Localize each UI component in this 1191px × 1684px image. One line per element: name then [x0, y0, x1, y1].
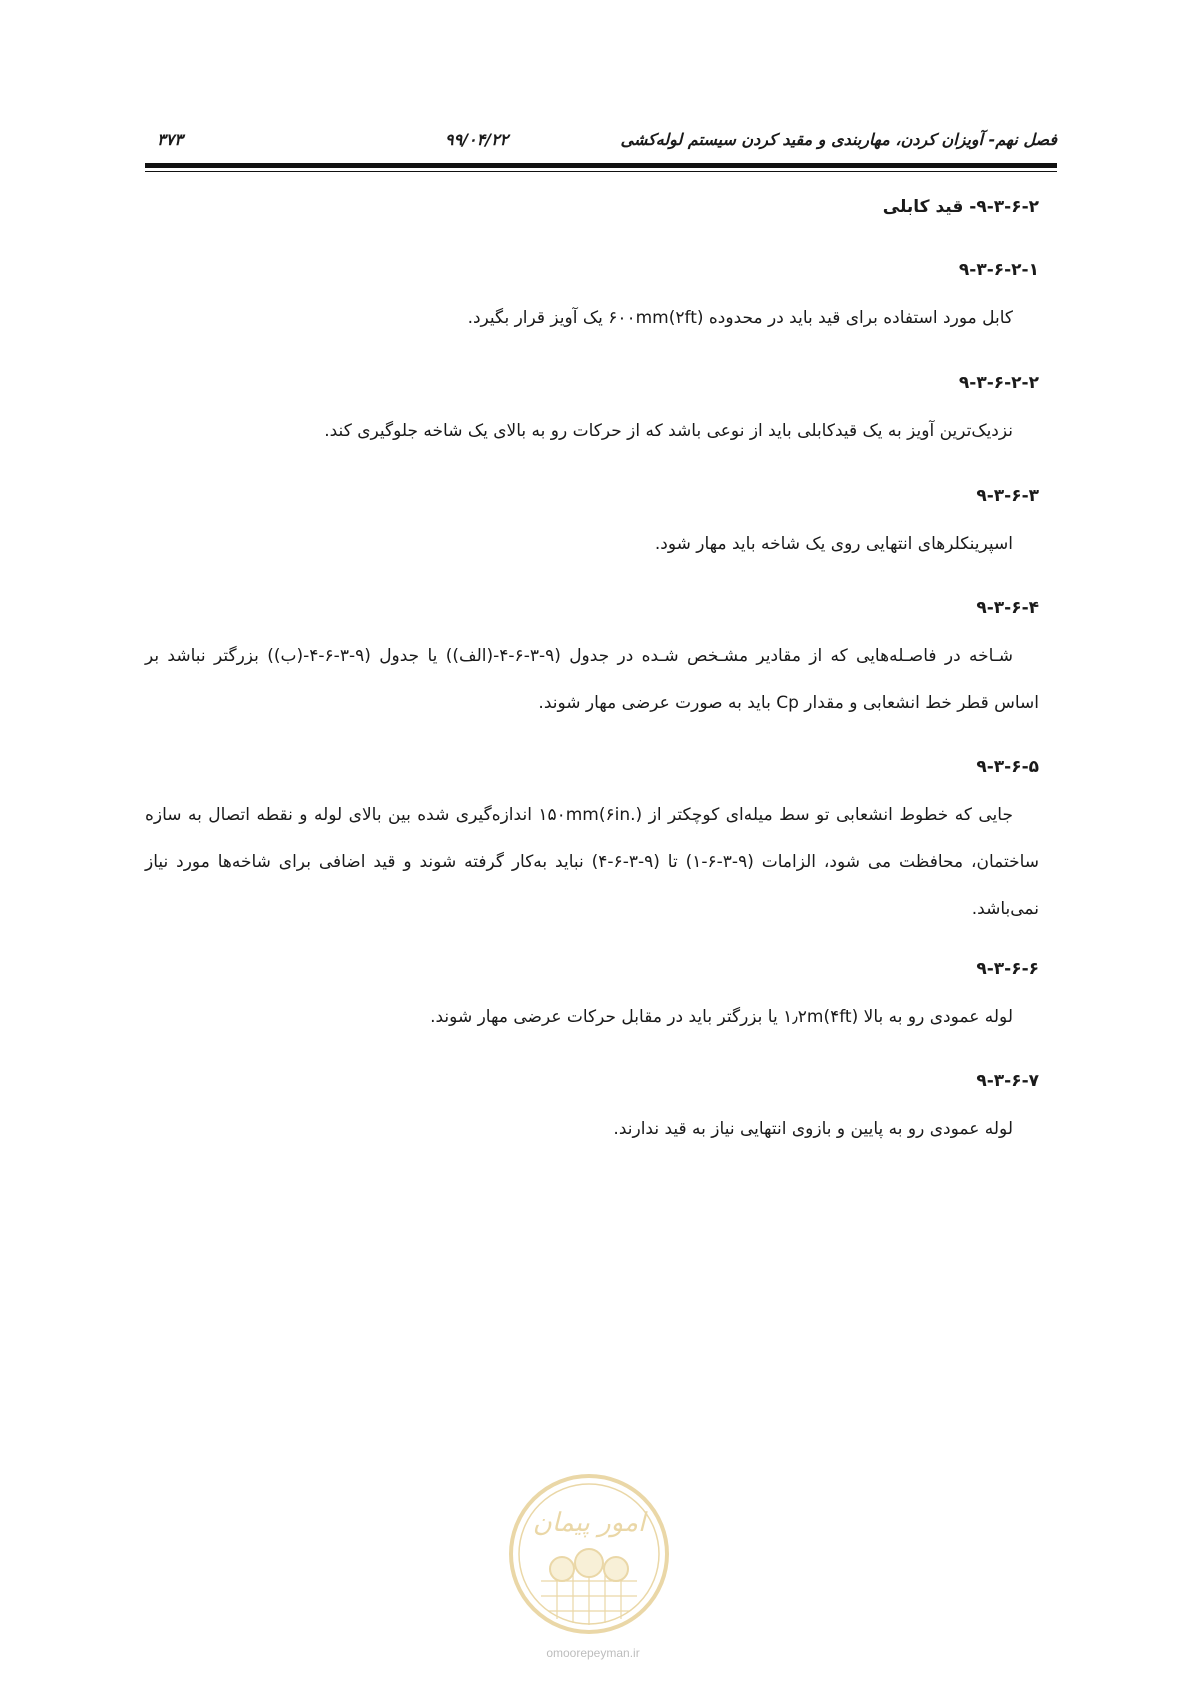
watermark-logo-text: امور پیمان [532, 1508, 646, 1538]
paragraph: نزدیک‌ترین آویز به یک قیدکابلی باید از نوعی باشد که از حرکات رو به بالای یک شاخه جلوگیری کند. [324, 421, 1013, 441]
chapter-title: فصل نهم- آویزان کردن، مهاربندی و مقید کردن سیستم لوله‌کشی [620, 130, 1057, 149]
paragraph: جایی که خطوط انشعابی تو سط میله‌ای کوچکتر از ۱۵۰mm(۶in.) اندازه‌گیری شده بین بالای لوله و نقطه اتصال به سازه ساختمان، محافظت می شود، الزامات (۹-۳-۶-۱) تا (۹-۳-۶-۴) نباید به‌کار گرفته شوند و قید اضافی برای شاخه‌ها مورد نیاز نمی‌باشد. [145, 805, 1040, 919]
section-heading: ۹-۳-۶-۲- قید کابلی [882, 197, 1039, 217]
watermark-url: omoorepeyman.ir [546, 1646, 640, 1660]
section-heading: ۹-۳-۶-۴ [976, 598, 1039, 618]
section-heading: ۹-۳-۶-۳ [976, 486, 1039, 506]
header-rule-thick [145, 163, 1057, 168]
paragraph: شـاخه در فاصـله‌هایی که از مقادیر مشـخص شـده در جدول (۹-۳-۶-۴-(الف)) یا جدول (۹-۳-۶-۴-(ب)) بزرگتر نباشد بر اساس قطر خط انشعابی و مقدار Cp باید به صورت عرضی مهار شوند. [145, 646, 1039, 713]
page-number: ۳۷۳ [157, 130, 183, 149]
paragraph: لوله عمودی رو به بالا ۱٫۲m(۴ft) یا بزرگتر باید در مقابل حرکات عرضی مهار شوند. [430, 1007, 1013, 1027]
paragraph: اسپرینکلرهای انتهایی روی یک شاخه باید مهار شود. [654, 534, 1013, 554]
page-header [145, 130, 1057, 154]
section-heading: ۹-۳-۶-۷ [976, 1071, 1039, 1091]
section-heading: ۹-۳-۶-۵ [976, 757, 1039, 777]
section-heading: ۹-۳-۶-۶ [976, 959, 1039, 979]
section-heading: ۹-۳-۶-۲-۱ [958, 260, 1039, 280]
paragraph: لوله عمودی رو به پایین و بازوی انتهایی نیاز به قید ندارند. [613, 1119, 1013, 1139]
document-date: ۹۹/۰۴/۲۲ [445, 130, 509, 149]
section-heading: ۹-۳-۶-۲-۲ [958, 373, 1039, 393]
watermark-logo-icon [506, 1471, 672, 1637]
header-rule-thin [145, 171, 1057, 172]
paragraph: کابل مورد استفاده برای قید باید در محدوده ۶۰۰mm(۲ft) یک آویز قرار بگیرد. [467, 308, 1013, 328]
